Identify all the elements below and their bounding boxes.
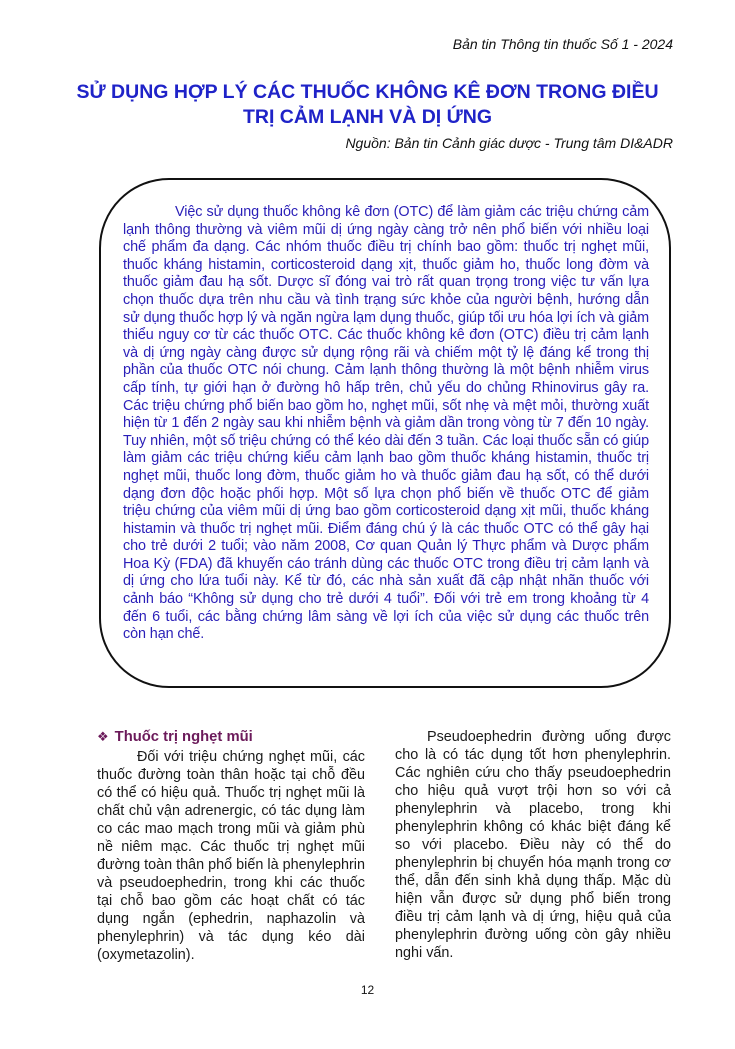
section-heading-label: Thuốc trị nghẹt mũi xyxy=(114,729,253,745)
decongestant-paragraph-left: Đối với triệu chứng nghẹt mũi, các thuốc đường toàn thân hoặc tại chỗ đều có thể có hiệu quả. Thuốc trị nghẹt mũi là chất chủ vận adrenergic, có tác dụng làm co các mao mạch trong mũi và giảm phù nề niêm mạc. Các thuốc trị nghẹt mũi đường toàn thân phổ biến là phenylephrin và pseudoephedrin, trong khi các thuốc tại chỗ bao gồm các hoạt chất có tác dụng ngắn (ephedrin, naphazolin và phenylephrin) và tác dụng kéo dài (oxymetazolin). xyxy=(97,749,365,963)
diamond-bullet-icon: ❖ xyxy=(97,729,109,744)
right-column xyxy=(395,728,671,962)
left-column xyxy=(97,728,365,964)
section-heading xyxy=(97,728,365,746)
page-number: 12 xyxy=(360,983,375,997)
decongestant-paragraph-right: Pseudoephedrin đường uống được cho là có tác dụng tốt hơn phenylephrin. Các nghiên cứu cho thấy pseudoephedrin cho hiệu quả vượt trội hơn so với cả phenylephrin và placebo, trong khi phenylephrin không có khác biệt đáng kể so với placebo. Điều này có thể do phenylephrin bị chuyển hóa mạnh trong cơ thể, dẫn đến sinh khả dụng thấp. Mặc dù hiện vẫn được sử dụng phổ biến trong điều trị cảm lạnh và dị ứng, hiệu quả của phenylephrin đường uống còn gây nhiều nghi vấn. xyxy=(395,729,671,961)
bulletin-issue-header: Bản tin Thông tin thuốc Số 1 - 2024 xyxy=(452,36,673,52)
article-source: Nguồn: Bản tin Cảnh giác dược - Trung tâm DI&ADR xyxy=(345,135,673,151)
article-title: SỬ DỤNG HỢP LÝ CÁC THUỐC KHÔNG KÊ ĐƠN TRONG ĐIỀU TRỊ CẢM LẠNH VÀ DỊ ỨNG xyxy=(76,81,659,128)
intro-paragraph: Việc sử dụng thuốc không kê đơn (OTC) để làm giảm các triệu chứng cảm lạnh thông thường và viêm mũi dị ứng ngày càng trở nên phổ biến với nhiều loại chế phẩm đa dạng. Các nhóm thuốc điều trị chính bao gồm: thuốc trị nghẹt mũi, thuốc kháng histamin, corticosteroid dạng xịt, thuốc giảm ho, thuốc long đờm và thuốc giảm đau hạ sốt. Dược sĩ đóng vai trò rất quan trọng trong việc tư vấn lựa chọn thuốc dựa trên nhu cầu và tình trạng sức khỏe của người bệnh, hướng dẫn sử dụng thuốc hợp lý và ngăn ngừa lạm dụng thuốc, giúp tối ưu hóa lợi ích và giảm thiểu nguy cơ từ các thuốc OTC. Các thuốc không kê đơn (OTC) điều trị cảm lạnh và dị ứng ngày càng được sử dụng rộng rãi và chiếm một tỷ lệ đáng kể trong thị phần của thuốc OTC nói chung. Cảm lạnh thông thường là một bệnh nhiễm virus cấp tính, tự giới hạn ở đường hô hấp trên, chủ yếu do chủng Rhinovirus gây ra. Các triệu chứng phổ biến bao gồm ho, nghẹt mũi, sốt nhẹ và mệt mỏi, thường xuất hiện từ 1 đến 2 ngày sau khi nhiễm bệnh và giảm dần trong vòng từ 7 đến 10 ngày. Tuy nhiên, một số triệu chứng có thể kéo dài đến 3 tuần. Các loại thuốc sẵn có giúp làm giảm các triệu chứng kiểu cảm lạnh bao gồm thuốc kháng histamin, thuốc trị nghẹt mũi, thuốc long đờm, thuốc giảm ho và thuốc giảm đau hạ sốt, có thể dưới dạng đơn độc hoặc phối hợp. Một số lựa chọn phổ biến về thuốc OTC để giảm triệu chứng của viêm mũi dị ứng bao gồm corticosteroid dạng xịt mũi, thuốc kháng histamin và thuốc trị nghẹt mũi. Điểm đáng chú ý là các thuốc OTC có thể gây hại cho trẻ dưới 2 tuổi; vào năm 2008, Cơ quan Quản lý Thực phẩm và Dược phẩm Hoa Kỳ (FDA) đã khuyến cáo tránh dùng các thuốc OTC trong điều trị cảm lạnh và dị ứng cho lứa tuổi này. Kể từ đó, các nhà sản xuất đã cập nhật nhãn thuốc với cảnh báo “Không sử dụng cho trẻ dưới 4 tuổi”. Đối với trẻ em trong khoảng từ 4 đến 6 tuổi, các bằng chứng lâm sàng về lợi ích của việc sử dụng các thuốc trên còn hạn chế. xyxy=(123,204,649,643)
